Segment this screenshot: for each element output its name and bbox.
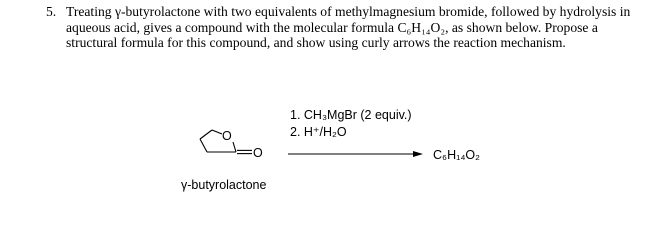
starting-material-label: γ-butyrolactone xyxy=(181,178,267,192)
question-text: Treating γ-butyrolactone with two equivalents of methylmagnesium bromide, followed by hydrolysis in aqueous acid, gives a compound with the molecular formula C₆H₁₄O₂, as shown below. Propose a structural formula for this compound, and show using curly arrows the reaction mechanism. xyxy=(66,4,631,51)
ring-oxygen-label: O xyxy=(222,129,232,143)
reagent-step-1: 1. CH₃MgBr (2 equiv.) xyxy=(290,108,412,122)
carbonyl-oxygen-label: O xyxy=(253,146,263,160)
question-number: 5. xyxy=(46,4,57,19)
reaction-arrow xyxy=(288,151,423,157)
reagent-step-2: 2. H⁺/H₂O xyxy=(290,125,347,139)
product-formula: C₆H₁₄O₂ xyxy=(433,148,480,162)
